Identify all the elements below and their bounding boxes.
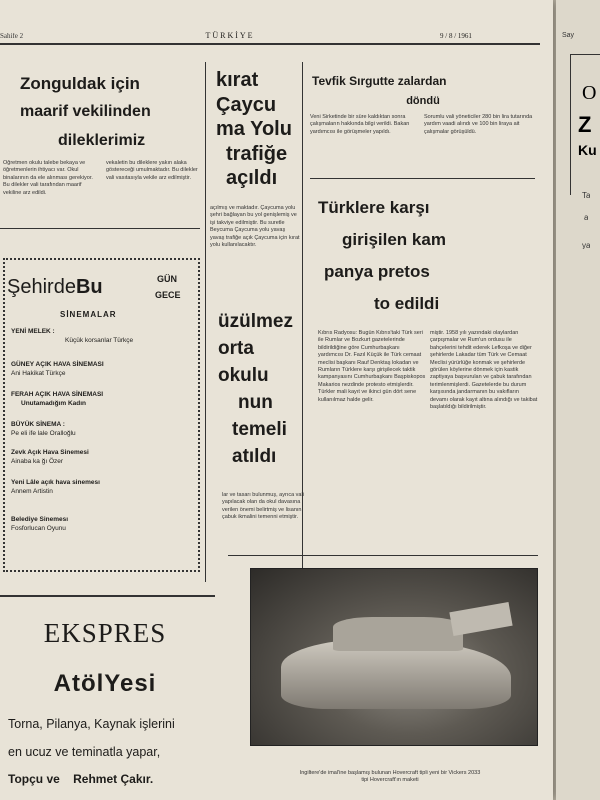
road-headline (216, 68, 301, 191)
road-headline-line: trafiğe (226, 142, 288, 165)
section-rule (0, 228, 200, 229)
ad-line5 (8, 772, 218, 786)
cinema-film: Pe eli ife lale Oralloğlu (11, 430, 76, 437)
tevfik-headline-line2: döndü (406, 95, 440, 107)
cinema-film: Fosforlucan Oyunu (11, 525, 66, 532)
zonguldak-headline-line2: maarif vekilinden (20, 103, 151, 120)
hovercraft-cabin (333, 617, 463, 651)
cinema-name: Belediye Sinemesı (11, 516, 69, 523)
adjacent-page (556, 0, 600, 800)
cinema-name: FERAH AÇIK HAVA SİNEMASI (11, 391, 104, 398)
cinema-item (11, 448, 191, 466)
adjacent-big2: Z (578, 112, 592, 137)
school-headline-line: okulu (218, 365, 269, 386)
main-headline-line: girişilen kam (342, 230, 446, 249)
cinema-title-a: Şehirde (7, 276, 76, 298)
school-headline-line: nun (238, 392, 273, 413)
cinema-film: Küçük korsanlar Türkçe (65, 336, 134, 344)
cinema-name: Yeni Lâle açık hava sinemesı (11, 479, 100, 486)
masthead-title: TÜRKİYE (205, 31, 255, 40)
school-headline (218, 308, 306, 470)
cinema-film: Unutamadığım Kadın (21, 400, 87, 407)
main-body-left: Kıbrıs Radyosu: Bugün Kıbrıs'taki Türk seri ile Rumlar ve Bozkurt gazetelerinde bildirildiğine göre Cumhurbaşkanı yardımcısı Dr. Fazıl Küçük ile Türk cemaat meclisi başkanı Rauf Denktaş lokadan ve Rumların Türklere karşı girişilecek taktik kampanyasını Cumhurbaşkanı Başpiskopos Makarios nezdinde protesto etmişlerdir. Türkler mali kayıt ve ikinci gün dört sene kullanılmaz halde gelir. (318, 330, 426, 403)
cinema-item (11, 515, 191, 533)
cinema-film: Ainaba ka ğı Özer (11, 458, 64, 465)
zonguldak-body-left: Öğretmen okulu talebe bekaya ve öğretmenlerin ihtiyacı var. Okul binalarının da ele alınması gerekiyor. Bu dilekler vali tarafından maarif vekiline arz edildi. (3, 160, 93, 196)
section-rule (310, 178, 535, 179)
main-headline-line: Türklere karşı (318, 198, 430, 217)
ad-line1: EKSPRES (43, 618, 167, 648)
ad-line3: Torna, Pilanya, Kaynak işlerini (8, 717, 175, 731)
main-headline-line: to edildi (374, 294, 440, 313)
cinema-name: GÜNEY AÇIK HAVA SİNEMASI (11, 361, 104, 368)
zonguldak-headline-line1: Zonguldak için (20, 74, 140, 93)
school-body: lar ve tasarı bulunmuş, ayrıca vali yapılacak olan da okul davasına verilen önemi belirtmiş ve lisanın çabuk ikmalini temenni etmiştir. (222, 492, 304, 521)
main-body-right: miştir. 1958 yılı yazındaki olaylardan çarpışmalar ve Rum'un ordusu ile bahçelerini tehdit ederek Lefkoşa ve diğer şehirlerde Lakadar tüm Türk ve Cemaat Meclisi yürürlüğe konmak ve şehirlerde görülen köylerine dönmek için kastik zaptiyaya başvurulan ve çabuk tarafından terimlenmişlerdi. Gazetelerde bu durum karşısında jandarmanın bu vakıfların devamı olarak kayıt altına alındığı ve takibat başlatıldığı bildirilmiştir. (430, 330, 538, 411)
cinema-item (11, 478, 191, 496)
adjacent-small1: Ta (582, 192, 591, 200)
column-rule (205, 62, 206, 582)
ad-line5b: Rehmet Çakır. (73, 772, 154, 786)
road-headline-line: kırat (216, 69, 259, 91)
cinema-item (11, 360, 191, 378)
tevfik-headline-line1: Tevfik Sırgutte zalardan (312, 74, 447, 88)
road-headline-line: Çaycu (216, 93, 277, 116)
hovercraft-fin (449, 602, 512, 636)
cinema-title-b: Bu (75, 276, 103, 298)
school-headline-line: üzülmez (218, 311, 293, 332)
adjacent-small2: a (584, 214, 589, 222)
cinema-item (11, 328, 191, 345)
cinema-listings-box (3, 258, 200, 572)
main-headline (318, 192, 538, 320)
ad-line2: AtölYesi (53, 670, 157, 697)
cinema-name: Zevk Açık Hava Sinemesi (11, 449, 89, 456)
cinema-film: Ani Hakikat Türkçe (11, 370, 66, 377)
adjacent-page-top: Say (562, 32, 575, 39)
photo-caption-line2: tipi Hovercraft'ın maketi (361, 777, 419, 784)
cinema-gece: GECE (155, 290, 181, 300)
cinema-name: YENİ MELEK : (11, 328, 55, 335)
cinema-gun: GÜN (157, 274, 177, 284)
cinema-film: Annem Artistin (11, 488, 53, 495)
cinema-title (7, 276, 103, 299)
section-rule (228, 555, 538, 556)
tevfik-body-right: Sorumlu vali yöneticiler 280 bin lira tutarında yardım vaadi alındı ve 100 bin liraya ait çalışmalar görüşüldü. (424, 114, 533, 135)
school-headline-line: orta (218, 338, 254, 359)
cinema-item (11, 390, 191, 408)
road-body: açılmış ve maktadır. Çaycuma yolu şehri bağlayan bu yol genişlemiş ve işi takviye edilmiştir. Bu suretle Beycuma Çaycuma yolu yavaş yavaş trafiğe açık Çaycuma için kırat yolu kullanılacaktır. (210, 205, 300, 249)
adjacent-small3: ya (582, 242, 591, 250)
photo-caption (235, 770, 545, 786)
adjacent-big3: Ku (578, 142, 597, 158)
page-number: Sahife 2 (0, 33, 24, 40)
school-headline-line: temeli (232, 419, 287, 440)
adjacent-big1: O (582, 82, 597, 104)
main-headline-line: panya pretos (324, 262, 430, 281)
zonguldak-body-right: vekaletin bu dileklere yakın alaka göstereceği umulmaktadır. Bu dilekler vali vasıtasıyla vekile arz edilmiştir. (106, 160, 198, 181)
cinema-item (11, 420, 191, 438)
ad-line4: en ucuz ve teminatla yapar, (8, 745, 161, 759)
cinema-name: BÜYÜK SİNEMA : (11, 421, 65, 428)
photo-caption-line1: İngiltere'de imal'ine başlamış bulunan Hovercraft tipli yeni bir Vickers 2033 (299, 770, 481, 776)
section-rule (0, 595, 215, 597)
masthead-rule (0, 43, 540, 45)
masthead-date: 9 / 8 / 1961 (440, 32, 472, 40)
ad-line5a: Topçu ve (8, 772, 60, 786)
hovercraft-photo (250, 568, 538, 746)
tevfik-body-left: Veni Sirketinde bir süre kaldıktan sonra çalışmaların hakkında bilgi verildi. Bakan yardımcısı ile görüşmeler yapıldı. (310, 114, 410, 135)
road-headline-line: açıldı (226, 167, 278, 189)
road-headline-line: ma Yolu (216, 118, 292, 140)
school-headline-line: atıldı (232, 446, 277, 467)
cinema-subtitle: SİNEMALAR (60, 310, 117, 319)
zonguldak-headline-line3: dileklerimiz (58, 132, 146, 149)
